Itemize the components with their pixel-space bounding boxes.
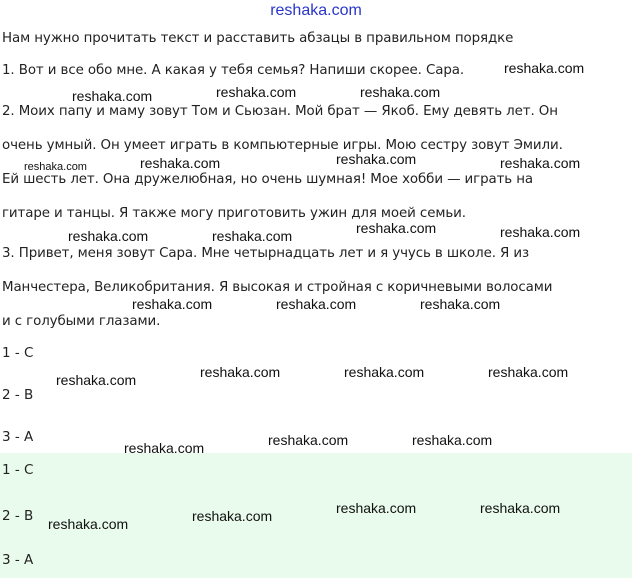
watermark: reshaka.com [488,364,569,380]
watermark: reshaka.com [500,155,581,171]
paragraph-line: Ей шесть лет. Она дружелюбная, но очень шумная! Мое хобби — играть на [2,172,533,187]
paragraph-line: 1. Вот и все обо мне. А какая у тебя семья? Напиши скорее. Сара. [2,63,464,78]
watermark: reshaka.com [480,500,561,516]
watermark: reshaka.com [360,84,441,100]
watermark: reshaka.com [124,440,205,456]
watermark: reshaka.com [132,296,213,312]
watermark: reshaka.com [212,228,293,244]
paragraph-line: Манчестера, Великобритания. Я высокая и стройная с коричневыми волосами [2,280,553,295]
paragraph-line: гитаре и танцы. Я также могу приготовить ужин для моей семьи. [2,206,466,221]
watermark: reshaka.com [500,224,581,240]
watermark: reshaka.com [72,88,153,104]
watermark: reshaka.com [68,228,149,244]
watermark: reshaka.com [268,432,349,448]
paragraph-line: 3. Привет, меня зовут Сара. Мне четырнадцать лет и я учусь в школе. Я из [2,246,530,261]
watermark: reshaka.com [412,432,493,448]
answer-line: 2 - B [2,387,34,403]
watermark: reshaka.com [216,84,297,100]
answer-highlighted-line: 2 - B [2,508,34,524]
answer-line: 1 - C [2,345,34,361]
site-header-watermark[interactable]: reshaka.com [270,2,362,19]
watermark: reshaka.com [192,508,273,524]
watermark: reshaka.com [276,296,357,312]
watermark: reshaka.com [48,516,129,532]
answer-highlighted-line: 1 - C [2,462,34,478]
watermark: reshaka.com [336,151,417,167]
watermark: reshaka.com [140,155,221,171]
watermark: reshaka.com [336,500,417,516]
watermark: reshaka.com [200,364,281,380]
watermark: reshaka.com [356,220,437,236]
watermark: reshaka.com [504,60,585,76]
task-instruction: Нам нужно прочитать текст и расставить абзацы в правильном порядке [2,31,514,46]
watermark: reshaka.com [56,372,137,388]
answer-line: 3 - A [2,429,34,445]
paragraph-line: 2. Моих папу и маму зовут Том и Сьюзан. Мой брат — Якоб. Ему девять лет. Он [2,104,558,119]
watermark: reshaka.com [344,364,425,380]
watermark: reshaka.com [420,296,501,312]
answer-highlighted-line: 3 - A [2,552,34,568]
watermark: reshaka.com [24,161,87,173]
paragraph-line: очень умный. Он умеет играть в компьютерные игры. Мою сестру зовут Эмили. [2,138,563,153]
paragraph-line: и с голубыми глазами. [2,314,161,329]
